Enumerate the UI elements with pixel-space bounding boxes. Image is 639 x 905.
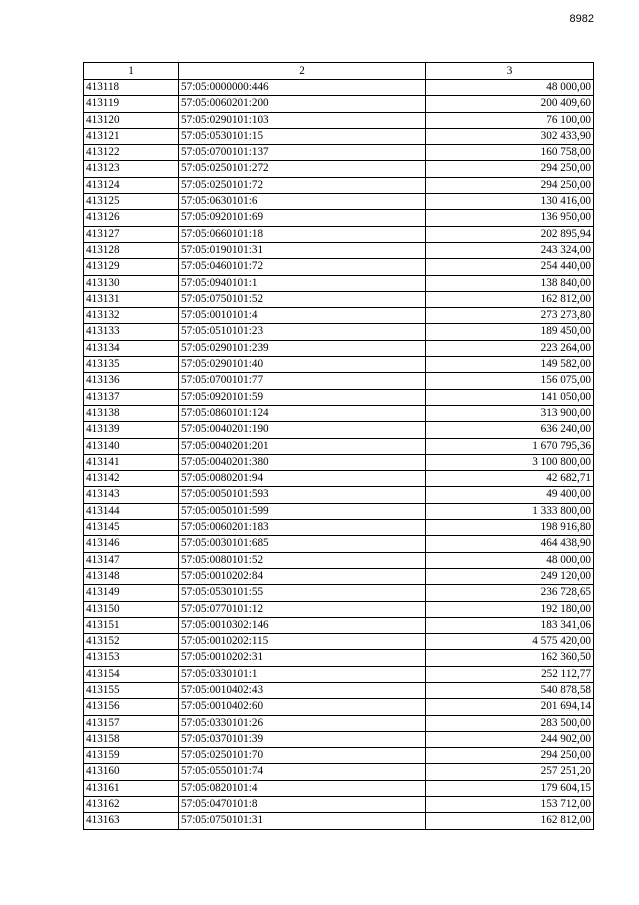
cadastral-number-cell: 57:05:0510101:23 xyxy=(179,324,426,340)
table-row xyxy=(84,80,594,96)
table-row xyxy=(84,194,594,210)
value-cell: 160 758,00 xyxy=(426,145,594,161)
value-cell: 223 264,00 xyxy=(426,340,594,356)
table-row xyxy=(84,650,594,666)
table-row xyxy=(84,96,594,112)
row-number-cell: 413139 xyxy=(84,422,179,438)
row-number-cell: 413129 xyxy=(84,259,179,275)
value-cell: 1 333 800,00 xyxy=(426,503,594,519)
table-row xyxy=(84,780,594,796)
value-cell: 200 409,60 xyxy=(426,96,594,112)
table-row xyxy=(84,357,594,373)
row-number-cell: 413151 xyxy=(84,617,179,633)
cadastral-number-cell: 57:05:0290101:103 xyxy=(179,112,426,128)
row-number-cell: 413123 xyxy=(84,161,179,177)
table-row xyxy=(84,568,594,584)
value-cell: 136 950,00 xyxy=(426,210,594,226)
value-cell: 42 682,71 xyxy=(426,471,594,487)
row-number-cell: 413152 xyxy=(84,634,179,650)
value-cell: 636 240,00 xyxy=(426,422,594,438)
row-number-cell: 413160 xyxy=(84,764,179,780)
cadastral-number-cell: 57:05:0000000:446 xyxy=(179,80,426,96)
row-number-cell: 413128 xyxy=(84,242,179,258)
value-cell: 189 450,00 xyxy=(426,324,594,340)
table-row xyxy=(84,487,594,503)
table-row xyxy=(84,308,594,324)
cadastral-number-cell: 57:05:0530101:55 xyxy=(179,585,426,601)
table-row xyxy=(84,748,594,764)
row-number-cell: 413140 xyxy=(84,438,179,454)
value-cell: 141 050,00 xyxy=(426,389,594,405)
table-row xyxy=(84,552,594,568)
row-number-cell: 413155 xyxy=(84,682,179,698)
row-number-cell: 413161 xyxy=(84,780,179,796)
table-row xyxy=(84,389,594,405)
table-row xyxy=(84,177,594,193)
value-cell: 162 812,00 xyxy=(426,813,594,829)
cadastral-number-cell: 57:05:0700101:137 xyxy=(179,145,426,161)
table-row xyxy=(84,226,594,242)
value-cell: 48 000,00 xyxy=(426,552,594,568)
cadastral-number-cell: 57:05:0030101:685 xyxy=(179,536,426,552)
table-row xyxy=(84,259,594,275)
row-number-cell: 413148 xyxy=(84,568,179,584)
value-cell: 236 728,65 xyxy=(426,585,594,601)
row-number-cell: 413120 xyxy=(84,112,179,128)
value-cell: 283 500,00 xyxy=(426,715,594,731)
cadastral-number-cell: 57:05:0050101:593 xyxy=(179,487,426,503)
table-row xyxy=(84,666,594,682)
value-cell: 198 916,80 xyxy=(426,520,594,536)
table-row xyxy=(84,210,594,226)
row-number-cell: 413124 xyxy=(84,177,179,193)
table-row xyxy=(84,438,594,454)
value-cell: 294 250,00 xyxy=(426,177,594,193)
table-row xyxy=(84,145,594,161)
table-row xyxy=(84,422,594,438)
row-number-cell: 413157 xyxy=(84,715,179,731)
cadastral-number-cell: 57:05:0770101:12 xyxy=(179,601,426,617)
column-header-3: 3 xyxy=(426,63,594,80)
cadastral-number-cell: 57:05:0330101:26 xyxy=(179,715,426,731)
cadastral-number-cell: 57:05:0820101:4 xyxy=(179,780,426,796)
value-cell: 202 895,94 xyxy=(426,226,594,242)
cadastral-number-cell: 57:05:0290101:239 xyxy=(179,340,426,356)
cadastral-number-cell: 57:05:0040201:201 xyxy=(179,438,426,454)
value-cell: 153 712,00 xyxy=(426,797,594,813)
cadastral-number-cell: 57:05:0010101:4 xyxy=(179,308,426,324)
cadastral-number-cell: 57:05:0750101:31 xyxy=(179,813,426,829)
value-cell: 252 112,77 xyxy=(426,666,594,682)
value-cell: 183 341,06 xyxy=(426,617,594,633)
column-header-1: 1 xyxy=(84,63,179,80)
table-header xyxy=(84,63,594,80)
table-row xyxy=(84,471,594,487)
value-cell: 179 604,15 xyxy=(426,780,594,796)
value-cell: 130 416,00 xyxy=(426,194,594,210)
cadastral-number-cell: 57:05:0010202:31 xyxy=(179,650,426,666)
row-number-cell: 413118 xyxy=(84,80,179,96)
cadastral-number-cell: 57:05:0040201:190 xyxy=(179,422,426,438)
row-number-cell: 413134 xyxy=(84,340,179,356)
value-cell: 162 360,50 xyxy=(426,650,594,666)
value-cell: 76 100,00 xyxy=(426,112,594,128)
table-row xyxy=(84,242,594,258)
table-row xyxy=(84,731,594,747)
header-row xyxy=(84,63,594,80)
value-cell: 249 120,00 xyxy=(426,568,594,584)
value-cell: 257 251,20 xyxy=(426,764,594,780)
value-cell: 4 575 420,00 xyxy=(426,634,594,650)
row-number-cell: 413163 xyxy=(84,813,179,829)
cadastral-number-cell: 57:05:0060201:200 xyxy=(179,96,426,112)
cadastral-number-cell: 57:05:0010202:84 xyxy=(179,568,426,584)
row-number-cell: 413145 xyxy=(84,520,179,536)
row-number-cell: 413127 xyxy=(84,226,179,242)
value-cell: 243 324,00 xyxy=(426,242,594,258)
cadastral-number-cell: 57:05:0330101:1 xyxy=(179,666,426,682)
cadastral-number-cell: 57:05:0010402:43 xyxy=(179,682,426,698)
cadastral-number-cell: 57:05:0920101:69 xyxy=(179,210,426,226)
row-number-cell: 413150 xyxy=(84,601,179,617)
value-cell: 464 438,90 xyxy=(426,536,594,552)
value-cell: 254 440,00 xyxy=(426,259,594,275)
row-number-cell: 413142 xyxy=(84,471,179,487)
cadastral-number-cell: 57:05:0290101:40 xyxy=(179,357,426,373)
table-row xyxy=(84,797,594,813)
cadastral-number-cell: 57:05:0050101:599 xyxy=(179,503,426,519)
cadastral-number-cell: 57:05:0660101:18 xyxy=(179,226,426,242)
cadastral-number-cell: 57:05:0860101:124 xyxy=(179,405,426,421)
table-row xyxy=(84,634,594,650)
value-cell: 162 812,00 xyxy=(426,291,594,307)
cadastral-number-cell: 57:05:0750101:52 xyxy=(179,291,426,307)
row-number-cell: 413149 xyxy=(84,585,179,601)
row-number-cell: 413132 xyxy=(84,308,179,324)
row-number-cell: 413126 xyxy=(84,210,179,226)
value-cell: 49 400,00 xyxy=(426,487,594,503)
row-number-cell: 413136 xyxy=(84,373,179,389)
table-row xyxy=(84,536,594,552)
cadastral-number-cell: 57:05:0010402:60 xyxy=(179,699,426,715)
value-cell: 149 582,00 xyxy=(426,357,594,373)
row-number-cell: 413125 xyxy=(84,194,179,210)
cadastral-number-cell: 57:05:0190101:31 xyxy=(179,242,426,258)
cadastral-number-cell: 57:05:0250101:70 xyxy=(179,748,426,764)
row-number-cell: 413159 xyxy=(84,748,179,764)
table-row xyxy=(84,682,594,698)
row-number-cell: 413144 xyxy=(84,503,179,519)
registry-table xyxy=(83,62,594,830)
value-cell: 313 900,00 xyxy=(426,405,594,421)
row-number-cell: 413133 xyxy=(84,324,179,340)
row-number-cell: 413158 xyxy=(84,731,179,747)
value-cell: 192 180,00 xyxy=(426,601,594,617)
value-cell: 1 670 795,36 xyxy=(426,438,594,454)
value-cell: 294 250,00 xyxy=(426,748,594,764)
table-row xyxy=(84,128,594,144)
table-row xyxy=(84,715,594,731)
cadastral-number-cell: 57:05:0920101:59 xyxy=(179,389,426,405)
table-row xyxy=(84,617,594,633)
table-row xyxy=(84,340,594,356)
table-row xyxy=(84,503,594,519)
cadastral-number-cell: 57:05:0630101:6 xyxy=(179,194,426,210)
value-cell: 294 250,00 xyxy=(426,161,594,177)
table-row xyxy=(84,601,594,617)
row-number-cell: 413154 xyxy=(84,666,179,682)
table-row xyxy=(84,275,594,291)
cadastral-number-cell: 57:05:0700101:77 xyxy=(179,373,426,389)
table-row xyxy=(84,324,594,340)
cadastral-number-cell: 57:05:0550101:74 xyxy=(179,764,426,780)
row-number-cell: 413130 xyxy=(84,275,179,291)
cadastral-number-cell: 57:05:0940101:1 xyxy=(179,275,426,291)
value-cell: 138 840,00 xyxy=(426,275,594,291)
row-number-cell: 413141 xyxy=(84,454,179,470)
row-number-cell: 413146 xyxy=(84,536,179,552)
value-cell: 273 273,80 xyxy=(426,308,594,324)
value-cell: 244 902,00 xyxy=(426,731,594,747)
value-cell: 3 100 800,00 xyxy=(426,454,594,470)
row-number-cell: 413137 xyxy=(84,389,179,405)
cadastral-number-cell: 57:05:0370101:39 xyxy=(179,731,426,747)
table-row xyxy=(84,764,594,780)
table-row xyxy=(84,291,594,307)
cadastral-number-cell: 57:05:0080101:52 xyxy=(179,552,426,568)
table-row xyxy=(84,520,594,536)
column-header-2: 2 xyxy=(179,63,426,80)
value-cell: 156 075,00 xyxy=(426,373,594,389)
cadastral-number-cell: 57:05:0460101:72 xyxy=(179,259,426,275)
row-number-cell: 413119 xyxy=(84,96,179,112)
value-cell: 48 000,00 xyxy=(426,80,594,96)
cadastral-number-cell: 57:05:0010302:146 xyxy=(179,617,426,633)
row-number-cell: 413131 xyxy=(84,291,179,307)
row-number-cell: 413153 xyxy=(84,650,179,666)
cadastral-number-cell: 57:05:0250101:272 xyxy=(179,161,426,177)
table-body xyxy=(84,80,594,830)
table-row xyxy=(84,813,594,829)
value-cell: 302 433,90 xyxy=(426,128,594,144)
row-number-cell: 413122 xyxy=(84,145,179,161)
table-row xyxy=(84,373,594,389)
row-number-cell: 413121 xyxy=(84,128,179,144)
cadastral-number-cell: 57:05:0470101:8 xyxy=(179,797,426,813)
cadastral-number-cell: 57:05:0250101:72 xyxy=(179,177,426,193)
page-number: 8982 xyxy=(569,13,594,25)
row-number-cell: 413156 xyxy=(84,699,179,715)
cadastral-number-cell: 57:05:0040201:380 xyxy=(179,454,426,470)
cadastral-number-cell: 57:05:0530101:15 xyxy=(179,128,426,144)
row-number-cell: 413147 xyxy=(84,552,179,568)
table-row xyxy=(84,112,594,128)
row-number-cell: 413135 xyxy=(84,357,179,373)
cadastral-number-cell: 57:05:0010202:115 xyxy=(179,634,426,650)
table-row xyxy=(84,161,594,177)
table-row xyxy=(84,405,594,421)
row-number-cell: 413143 xyxy=(84,487,179,503)
table-row xyxy=(84,585,594,601)
table-row xyxy=(84,454,594,470)
value-cell: 201 694,14 xyxy=(426,699,594,715)
value-cell: 540 878,58 xyxy=(426,682,594,698)
row-number-cell: 413138 xyxy=(84,405,179,421)
table-row xyxy=(84,699,594,715)
cadastral-number-cell: 57:05:0060201:183 xyxy=(179,520,426,536)
cadastral-number-cell: 57:05:0080201:94 xyxy=(179,471,426,487)
row-number-cell: 413162 xyxy=(84,797,179,813)
